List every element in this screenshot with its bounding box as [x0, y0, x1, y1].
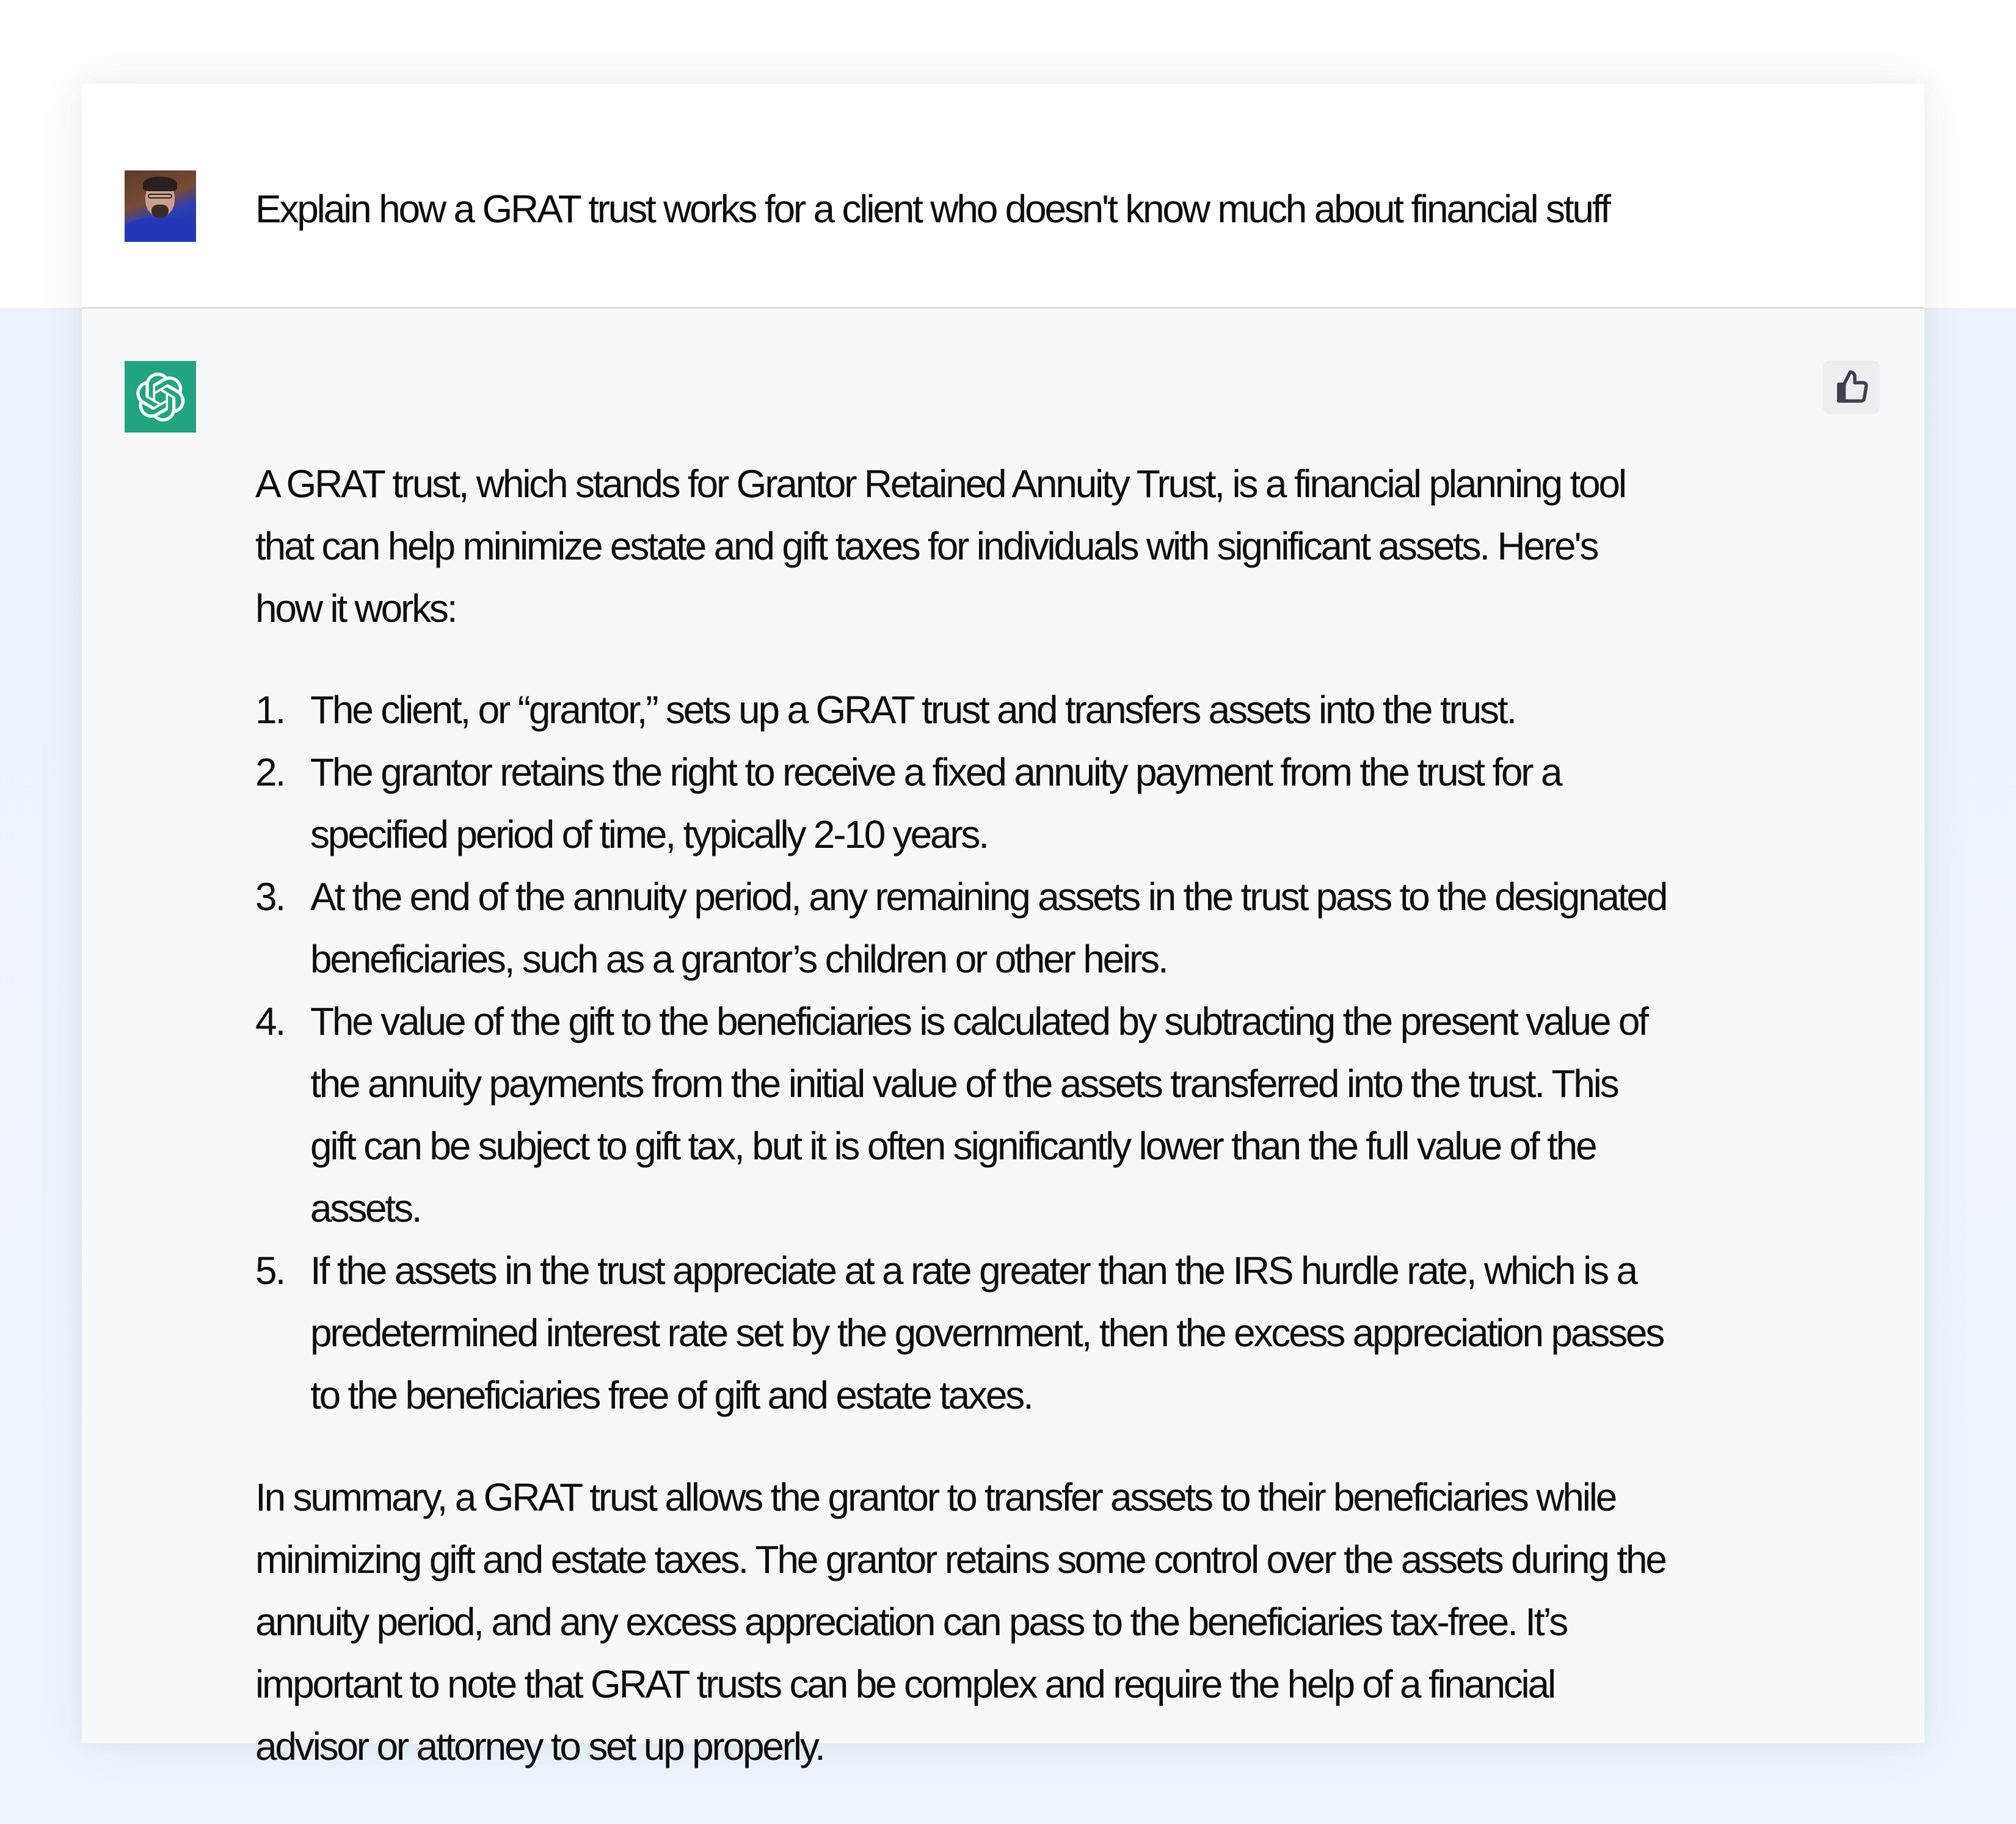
list-item-text: The grantor retains the right to receive a fixed annuity payment from the trust for a: [310, 750, 1561, 794]
list-item-text: predetermined interest rate set by the government, then the excess appreciation passes: [310, 1311, 1664, 1355]
list-number: 3.: [255, 875, 285, 919]
list-item-text: beneficiaries, such as a grantor’s children or other heirs.: [310, 937, 1167, 981]
avatar-beard: [151, 205, 169, 218]
list-number: 2.: [255, 750, 285, 794]
list-item-text: to the beneficiaries free of gift and estate taxes.: [310, 1373, 1032, 1417]
thumbs-up-icon: [1833, 369, 1870, 406]
intro-line-2: that can help minimize estate and gift taxes for individuals with significant assets. Here's: [255, 524, 1598, 568]
summary-line-2: minimizing gift and estate taxes. The grantor retains some control over the assets during the: [255, 1538, 1665, 1581]
avatar-hair: [143, 177, 177, 191]
summary-line-5: advisor or attorney to set up properly.: [255, 1724, 824, 1768]
chatgpt-logo-icon: [125, 361, 196, 432]
thumbs-up-button[interactable]: [1823, 360, 1880, 414]
intro-line-3: how it works:: [255, 586, 456, 630]
list-item-text: The value of the gift to the beneficiaries is calculated by subtracting the present value of: [310, 999, 1647, 1043]
list-item-text: If the assets in the trust appreciate at a rate greater than the IRS hurdle rate, which is a: [310, 1249, 1636, 1293]
summary-line-4: important to note that GRAT trusts can be complex and require the help of a financial: [255, 1662, 1554, 1706]
list-item-text: assets.: [310, 1186, 421, 1230]
list-item-text: The client, or “grantor,” sets up a GRAT trust and transfers assets into the trust.: [310, 688, 1515, 732]
conversation-card: [82, 84, 1924, 1768]
list-number: 5.: [255, 1249, 285, 1293]
list-item-text: specified period of time, typically 2-10 years.: [310, 812, 988, 856]
avatar-glasses: [148, 194, 172, 199]
list-number: 4.: [255, 999, 285, 1043]
assistant-message: [82, 308, 1924, 1768]
list-number: 1.: [255, 688, 285, 732]
list-item-text: the annuity payments from the initial value of the assets transferred into the trust. This: [310, 1062, 1618, 1106]
user-message: [82, 84, 1924, 308]
list-item-text: At the end of the annuity period, any remaining assets in the trust pass to the designated: [310, 875, 1667, 919]
user-message-text: Explain how a GRAT trust works for a client who doesn't know much about financial stuff: [255, 187, 1609, 231]
intro-line-1: A GRAT trust, which stands for Grantor Retained Annuity Trust, is a financial planning tool: [255, 462, 1625, 506]
user-avatar: [125, 170, 196, 242]
list-item-text: gift can be subject to gift tax, but it is often significantly lower than the full value of the: [310, 1124, 1596, 1168]
summary-line-3: annuity period, and any excess appreciation can pass to the beneficiaries tax-free. It’s: [255, 1600, 1567, 1644]
avatar-shirt: [125, 218, 196, 242]
summary-line-1: In summary, a GRAT trust allows the grantor to transfer assets to their beneficiaries while: [255, 1475, 1616, 1519]
